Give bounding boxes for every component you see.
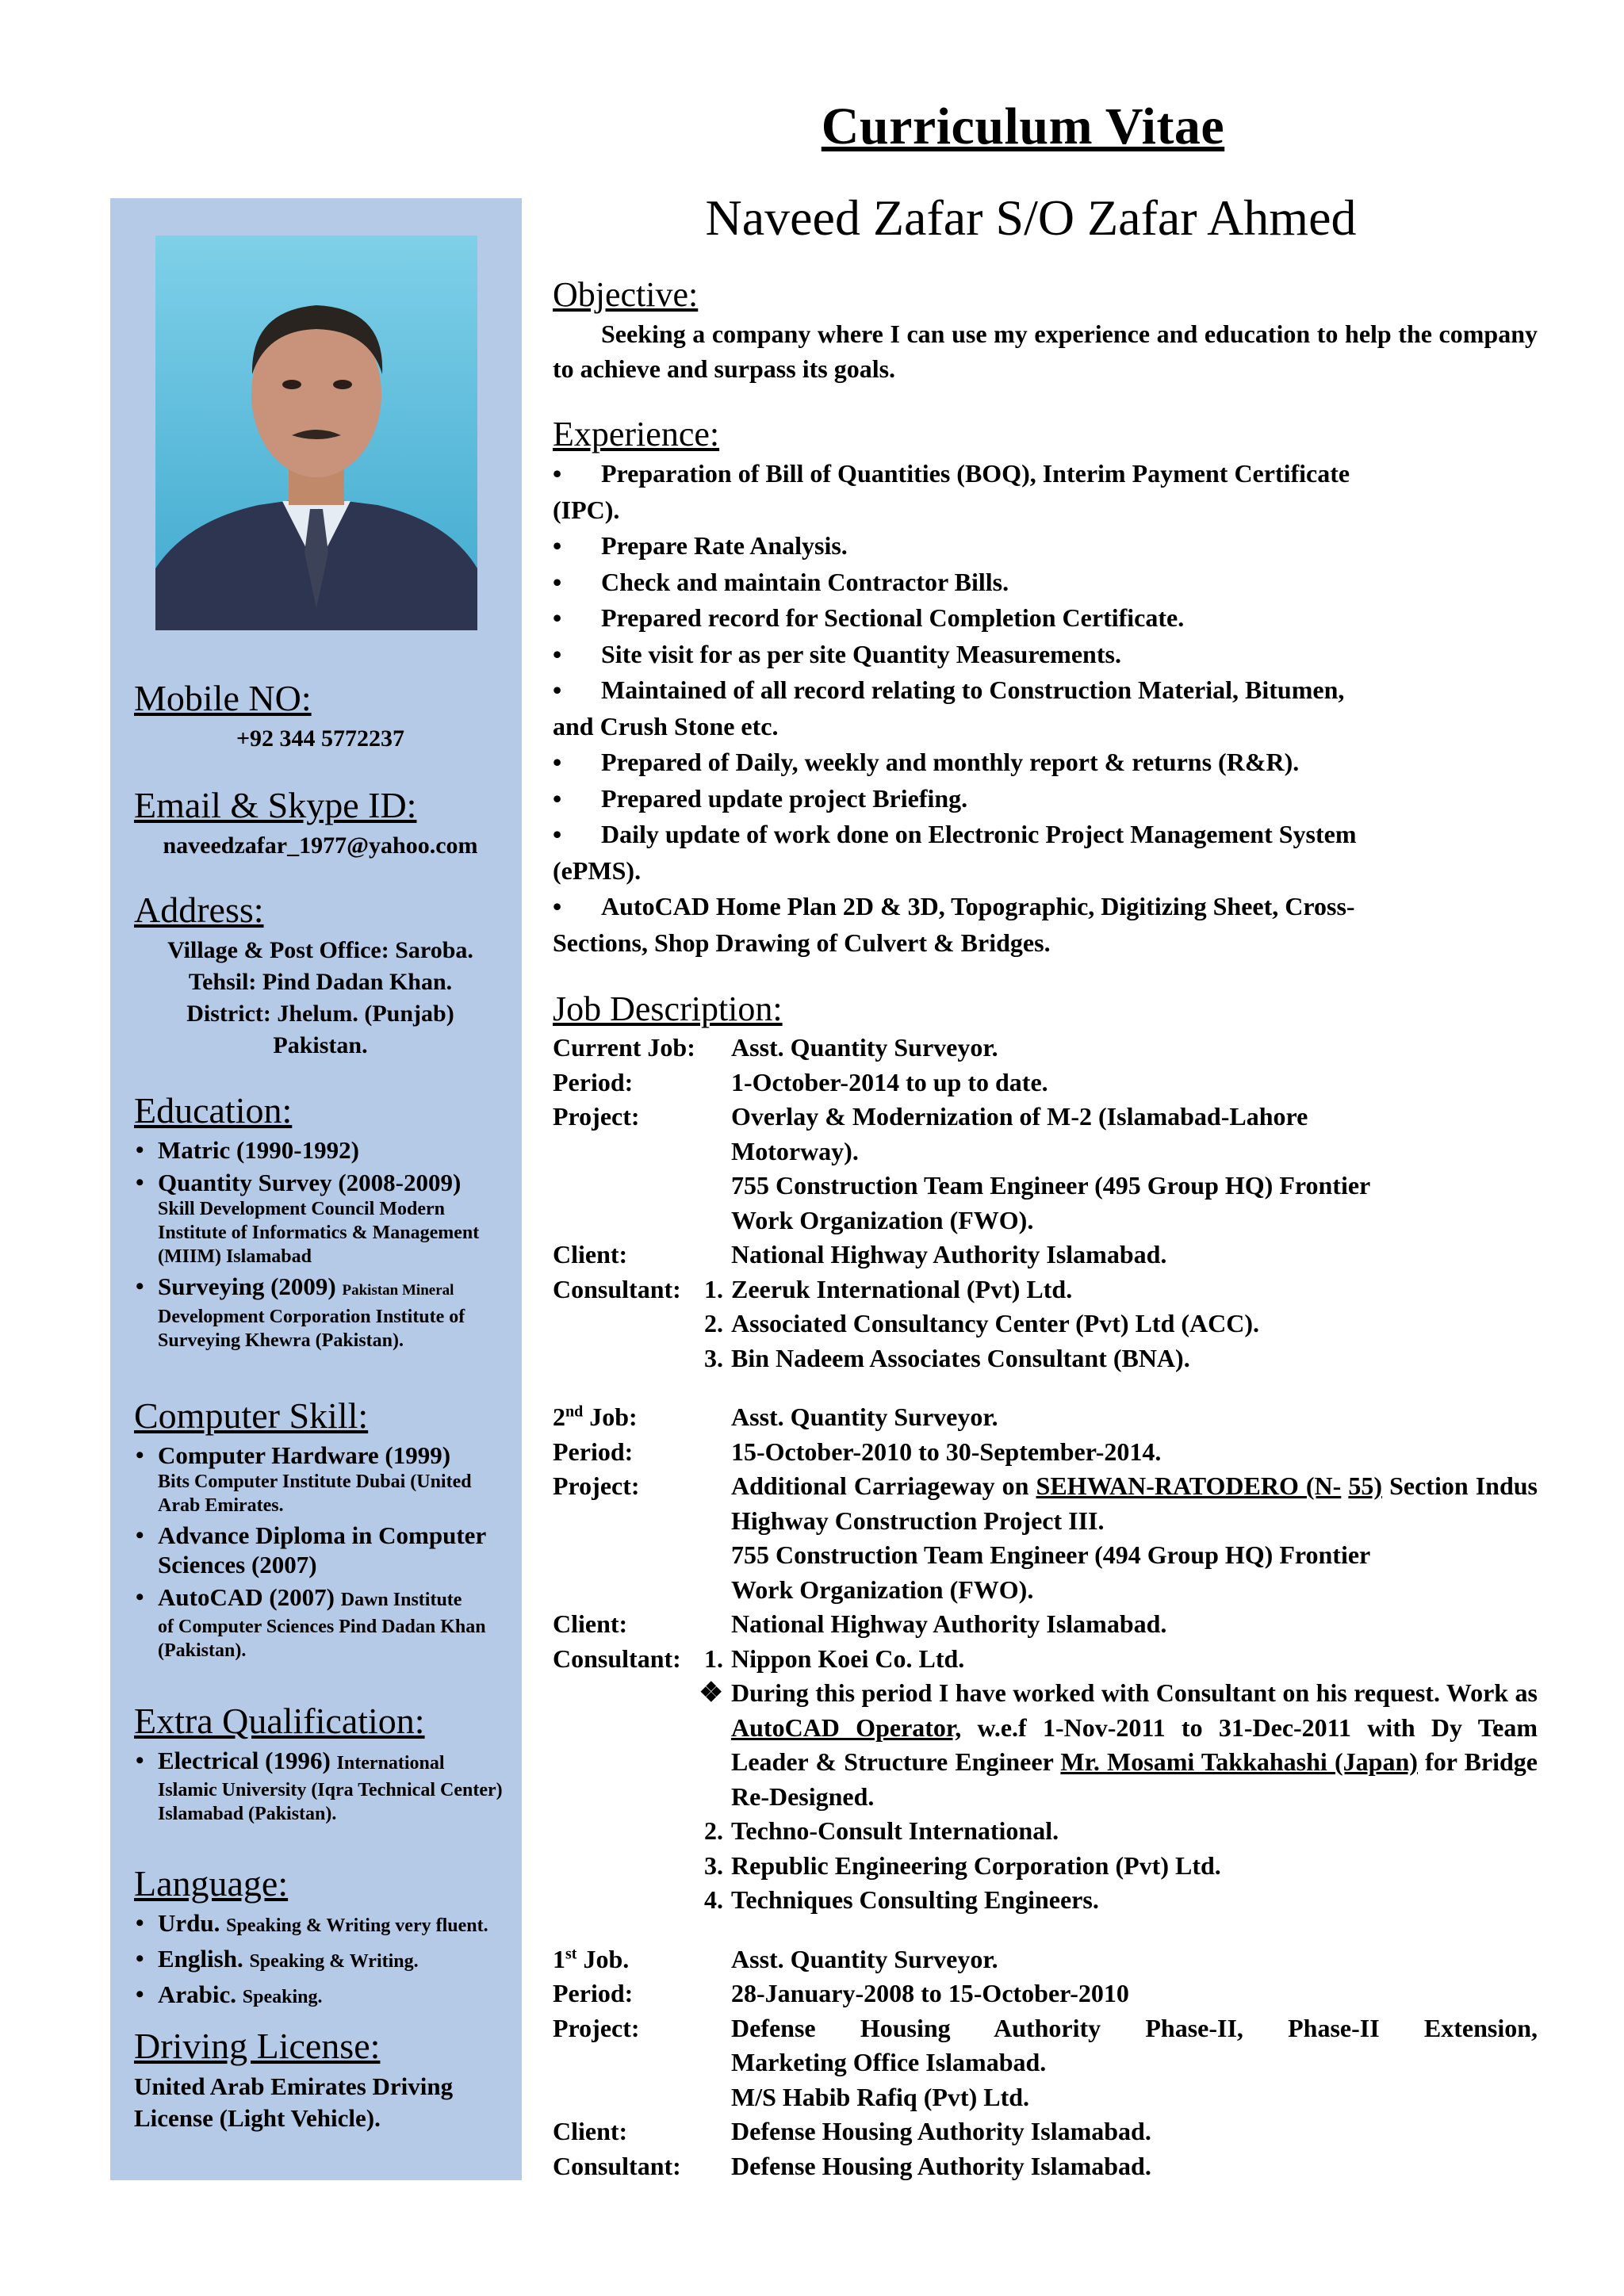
driving-license-section xyxy=(134,2026,507,2134)
job-description-heading: Job Description: xyxy=(553,989,783,1028)
education-heading: Education: xyxy=(134,1090,293,1131)
language-item: • Urdu. Speaking & Writing very fluent. xyxy=(134,1908,507,1941)
experience-item: • AutoCAD Home Plan 2D & 3D, Topographic, Digitizing Sheet, Cross- Sections, Shop Drawing of Culvert & Bridges. xyxy=(553,892,1355,957)
sidebar xyxy=(110,198,522,2180)
current-job: Current Job: Asst. Quantity Surveyor. Period: 1-October-2014 to up to date. Project: Overlay & Modernization of M-2 (Islamabad-Lahore Motorway). 755 Construction Team Engineer (495 Group HQ) Frontier Work Organization (FWO). Client: National Highway Authority Islamabad. Consultant: 1. Zeeruk International (Pvt) Ltd. 2. Associated Consultancy Center (Pvt) Ltd (ACC). 3. Bin Nadeem Associates Consultant (BNA). xyxy=(553,1033,1371,1372)
experience-item: • Prepared record for Sectional Completion Certificate. xyxy=(553,603,1185,632)
experience-item: • Check and maintain Contractor Bills. xyxy=(553,567,1009,596)
education-item: • Matric (1990-1992) xyxy=(134,1135,507,1165)
driving-license-value: United Arab Emirates Driving License (Light Vehicle). xyxy=(134,2072,454,2132)
language-item: • Arabic. Speaking. xyxy=(134,1980,507,2012)
mobile-heading: Mobile NO: xyxy=(134,678,312,718)
computer-skill-item: • Advance Diploma in Computer Sciences (2007) xyxy=(134,1521,507,1579)
consultant-note: During this period I have worked with Consultant on his request. Work as AutoCAD Operator, w.e.f 1-Nov-2011 to 31-Dec-2011 with Dy Team Leader & Structure Engineer Mr. Mosami Takkahashi (Japan) for Bridge Re-Designed. xyxy=(731,1678,1538,1811)
address-line: Pakistan. xyxy=(273,1031,368,1058)
extra-qualification-section xyxy=(134,1701,507,1829)
experience-heading: Experience: xyxy=(553,415,720,453)
education-section xyxy=(134,1090,507,1356)
mobile-number: +92 344 5772237 xyxy=(236,725,405,752)
address-line: District: Jhelum. (Punjab) xyxy=(186,1000,454,1027)
profile-photo xyxy=(155,235,477,630)
computer-skill-section xyxy=(134,1395,507,1666)
address-line: Village & Post Office: Saroba. xyxy=(167,936,473,963)
page-title: Curriculum Vitae xyxy=(821,98,1225,155)
experience-list xyxy=(553,456,1538,961)
address-section xyxy=(134,890,507,1062)
experience-item: • Prepare Rate Analysis. xyxy=(553,531,848,560)
experience-item: • Preparation of Bill of Quantities (BOQ), Interim Payment Certificate (IPC). xyxy=(553,459,1350,524)
address-heading: Address: xyxy=(134,890,264,930)
language-heading: Language: xyxy=(134,1863,289,1904)
first-job: 1st Job. Asst. Quantity Surveyor. Period: 28-January-2008 to 15-October-2010 Project: Defense Housing Authority Phase-II, Phase-II Extension, Marketing Office Islamabad. M/S Habib Rafiq (Pvt) Ltd. Client: Defense Housing Authority Islamabad. Consultant: Defense Housing Authority Islamabad. xyxy=(553,1944,1538,2180)
mobile-section xyxy=(134,678,507,755)
objective-text: Seeking a company where I can use my experience and education to help the company to achieve and surpass its goals. xyxy=(553,320,1538,383)
email-section xyxy=(134,785,507,862)
language-item: • English. Speaking & Writing. xyxy=(134,1944,507,1976)
experience-item: • Prepared of Daily, weekly and monthly report & returns (R&R). xyxy=(553,748,1300,776)
main-content xyxy=(553,274,1538,2183)
experience-item: • Maintained of all record relating to Construction Material, Bitumen, and Crush Stone etc. xyxy=(553,675,1345,740)
extra-qualification-heading: Extra Qualification: xyxy=(134,1701,425,1741)
email-value: naveedzafar_1977@yahoo.com xyxy=(163,832,478,859)
computer-skill-item: • AutoCAD (2007) Dawn Institute of Computer Sciences Pind Dadan Khan (Pakistan). xyxy=(134,1582,507,1663)
second-job: 2nd Job: Asst. Quantity Surveyor. Period: 15-October-2010 to 30-September-2014. Project: Additional Carriageway on SEHWAN-RATODERO (N- 55) Section Indus Highway Construction Project III. 755 Construction Team Engineer (494 Group HQ) Frontier Work Organization (FWO). Client: National Highway Authority Islamabad. Consultant: 1. Nippon Koei Co. Ltd. ❖ During this period I have worked with Consultant on his request. Work as AutoCAD Operator, w.e.f 1-Nov-2011 to 31-Dec-2011 with Dy Team Leader & Structure Engineer Mr. Mosami Takkahashi (Japan) for Bridge Re-Designed. 2. Techno-Consult International. 3. Republic Engineering Corporation (Pvt) Ltd. 4. Techniques Consulting Engineers. xyxy=(553,1402,1538,1914)
email-heading: Email & Skype ID: xyxy=(134,785,417,825)
driving-license-heading: Driving License: xyxy=(134,2026,381,2066)
education-item: • Quantity Survey (2008-2009) Skill Development Council Modern Institute of Informatics & Management (MIIM) Islamabad xyxy=(134,1168,507,1269)
language-section xyxy=(134,1863,507,2015)
experience-item: • Prepared update project Briefing. xyxy=(553,783,968,813)
computer-skill-item: • Computer Hardware (1999) Bits Computer Institute Dubai (United Arab Emirates. xyxy=(134,1441,507,1517)
extra-qualification-item: • Electrical (1996) International Islamic University (Iqra Technical Center) Islamabad (Pakistan). xyxy=(134,1746,507,1826)
objective-heading: Objective: xyxy=(553,275,699,314)
education-item: • Surveying (2009) Pakistan Mineral Development Corporation Institute of Surveying Khewra (Pakistan). xyxy=(134,1272,507,1353)
address-line: Tehsil: Pind Dadan Khan. xyxy=(188,968,453,995)
candidate-name: Naveed Zafar S/O Zafar Ahmed xyxy=(705,189,1357,246)
experience-item: • Site visit for as per site Quantity Measurements. xyxy=(553,639,1121,668)
diamond-bullet-icon: ❖ xyxy=(699,1678,723,1708)
computer-skill-heading: Computer Skill: xyxy=(134,1395,369,1436)
experience-item: • Daily update of work done on Electronic Project Management System (ePMS). xyxy=(553,820,1357,885)
